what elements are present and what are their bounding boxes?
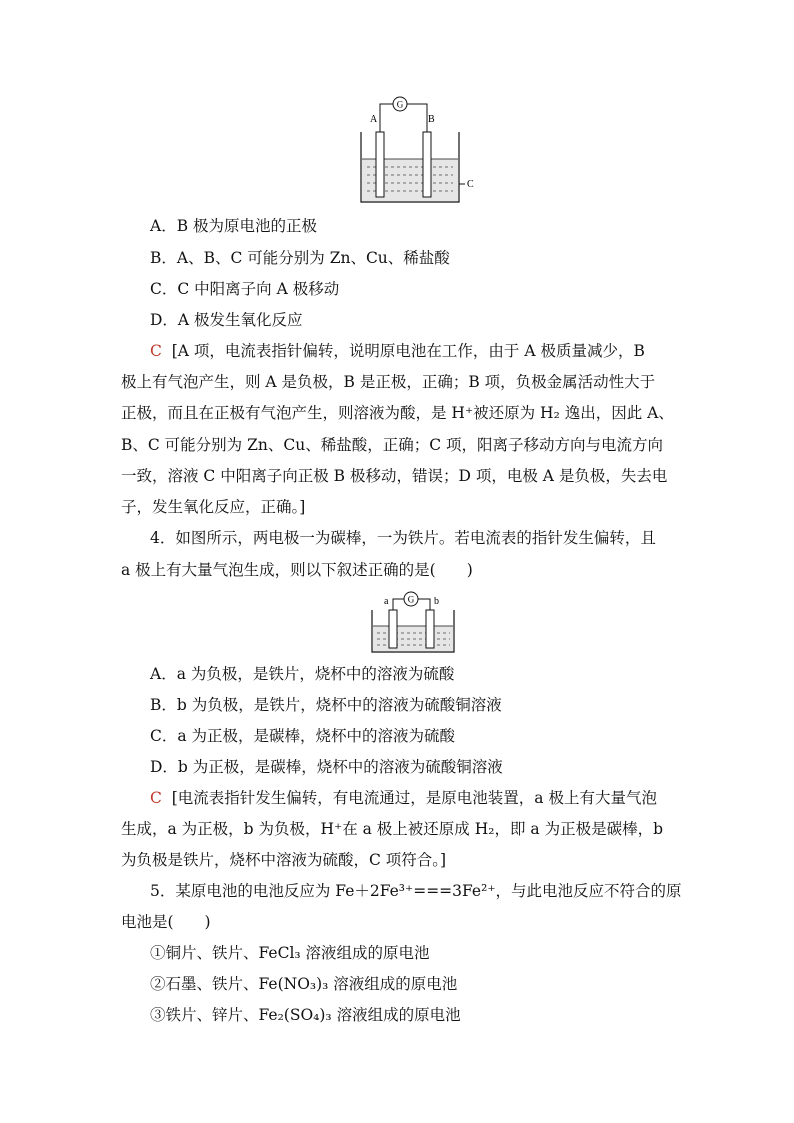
- svg-text:G: G: [407, 594, 415, 605]
- q3-explanation-line-3: 正极，而且在正极有气泡产生，则溶液为酸，是 H⁺被还原为 H₂ 逸出，因此 A、: [121, 404, 674, 422]
- q5-stem-line-1: 5．某原电池的电池反应为 Fe＋2Fe³⁺===3Fe²⁺，与此电池反应不符合的原: [150, 882, 682, 900]
- electrochemical-cell-diagram: [355, 92, 475, 204]
- electrode-a: [376, 132, 384, 197]
- solution-label-c: C: [467, 179, 474, 190]
- q4-figure: [368, 588, 458, 654]
- q4-stem-line-1: 4．如图所示，两电极一为碳棒，一为铁片。若电流表的指针发生偏转，且: [150, 529, 656, 547]
- q5-item-3: ③铁片、锌片、Fe₂(SO₄)₃ 溶液组成的原电池: [150, 1006, 461, 1024]
- q4-option-c: C．a 为正极，是碳棒，烧杯中的溶液为硫酸: [150, 727, 456, 745]
- q4-option-a: A．a 为负极，是铁片，烧杯中的溶液为硫酸: [150, 665, 455, 683]
- q3-explanation-line-2: 极上有气泡产生，则 A 是负极，B 是正极，正确；B 项，负极金属活动性大于: [121, 373, 656, 391]
- q3-option-c: C．C 中阳离子向 A 极移动: [150, 280, 340, 298]
- galvanic-cell-diagram: [368, 588, 458, 654]
- electrode-b: [423, 132, 431, 197]
- electrode-label-b: B: [428, 114, 435, 125]
- q3-figure: [355, 92, 475, 204]
- q4-answer-explanation-line-1: C [电流表指针发生偏转，有电流通过，是原电池装置，a 极上有大量气泡: [150, 789, 657, 807]
- q4-explanation-line-2: 生成，a 为正极，b 为负极，H⁺在 a 极上被还原成 H₂，即 a 为正极是碳棒，b: [121, 820, 663, 838]
- q3-answer-explanation-line-1: C [A 项，电流表指针偏转，说明原电池在工作，由于 A 极质量减少，B: [150, 342, 645, 360]
- q3-option-d: D．A 极发生氧化反应: [150, 311, 303, 329]
- q5-item-2: ②石墨、铁片、Fe(NO₃)₃ 溶液组成的原电池: [150, 975, 458, 993]
- svg-text:G: G: [396, 99, 404, 110]
- electrode-label-a: a: [384, 596, 389, 607]
- q3-option-b: B．A、B、C 可能分别为 Zn、Cu、稀盐酸: [150, 249, 450, 267]
- q4-answer-letter: C: [150, 789, 162, 807]
- q4-stem-line-2: a 极上有大量气泡生成，则以下叙述正确的是( ): [121, 561, 473, 579]
- q3-explanation-line-5: 一致，溶液 C 中阳离子向正极 B 极移动，错误；D 项，电极 A 是负极，失去电: [121, 467, 668, 485]
- q3-explanation-line-4: B、C 可能分别为 Zn、Cu、稀盐酸，正确；C 项，阳离子移动方向与电流方向: [121, 436, 663, 454]
- q5-item-1: ①铜片、铁片、FeCl₃ 溶液组成的原电池: [150, 944, 430, 962]
- electrode-label-b: b: [434, 596, 439, 607]
- q4-option-d: D．b 为正极，是碳棒，烧杯中的溶液为硫酸铜溶液: [150, 758, 503, 776]
- q3-option-a: A．B 极为原电池的正极: [150, 217, 318, 235]
- q3-answer-letter: C: [150, 342, 162, 360]
- q3-explanation-line-6: 子，发生氧化反应，正确。]: [121, 498, 306, 516]
- q5-stem-line-2: 电池是( ): [121, 913, 211, 931]
- q4-explanation-line-3: 为负极是铁片，烧杯中溶液为硫酸，C 项符合。]: [121, 851, 447, 869]
- electrode-b: [426, 610, 434, 648]
- q4-option-b: B．b 为负极，是铁片，烧杯中的溶液为硫酸铜溶液: [150, 696, 502, 714]
- electrode-a: [389, 610, 397, 648]
- electrode-label-a: A: [370, 114, 378, 125]
